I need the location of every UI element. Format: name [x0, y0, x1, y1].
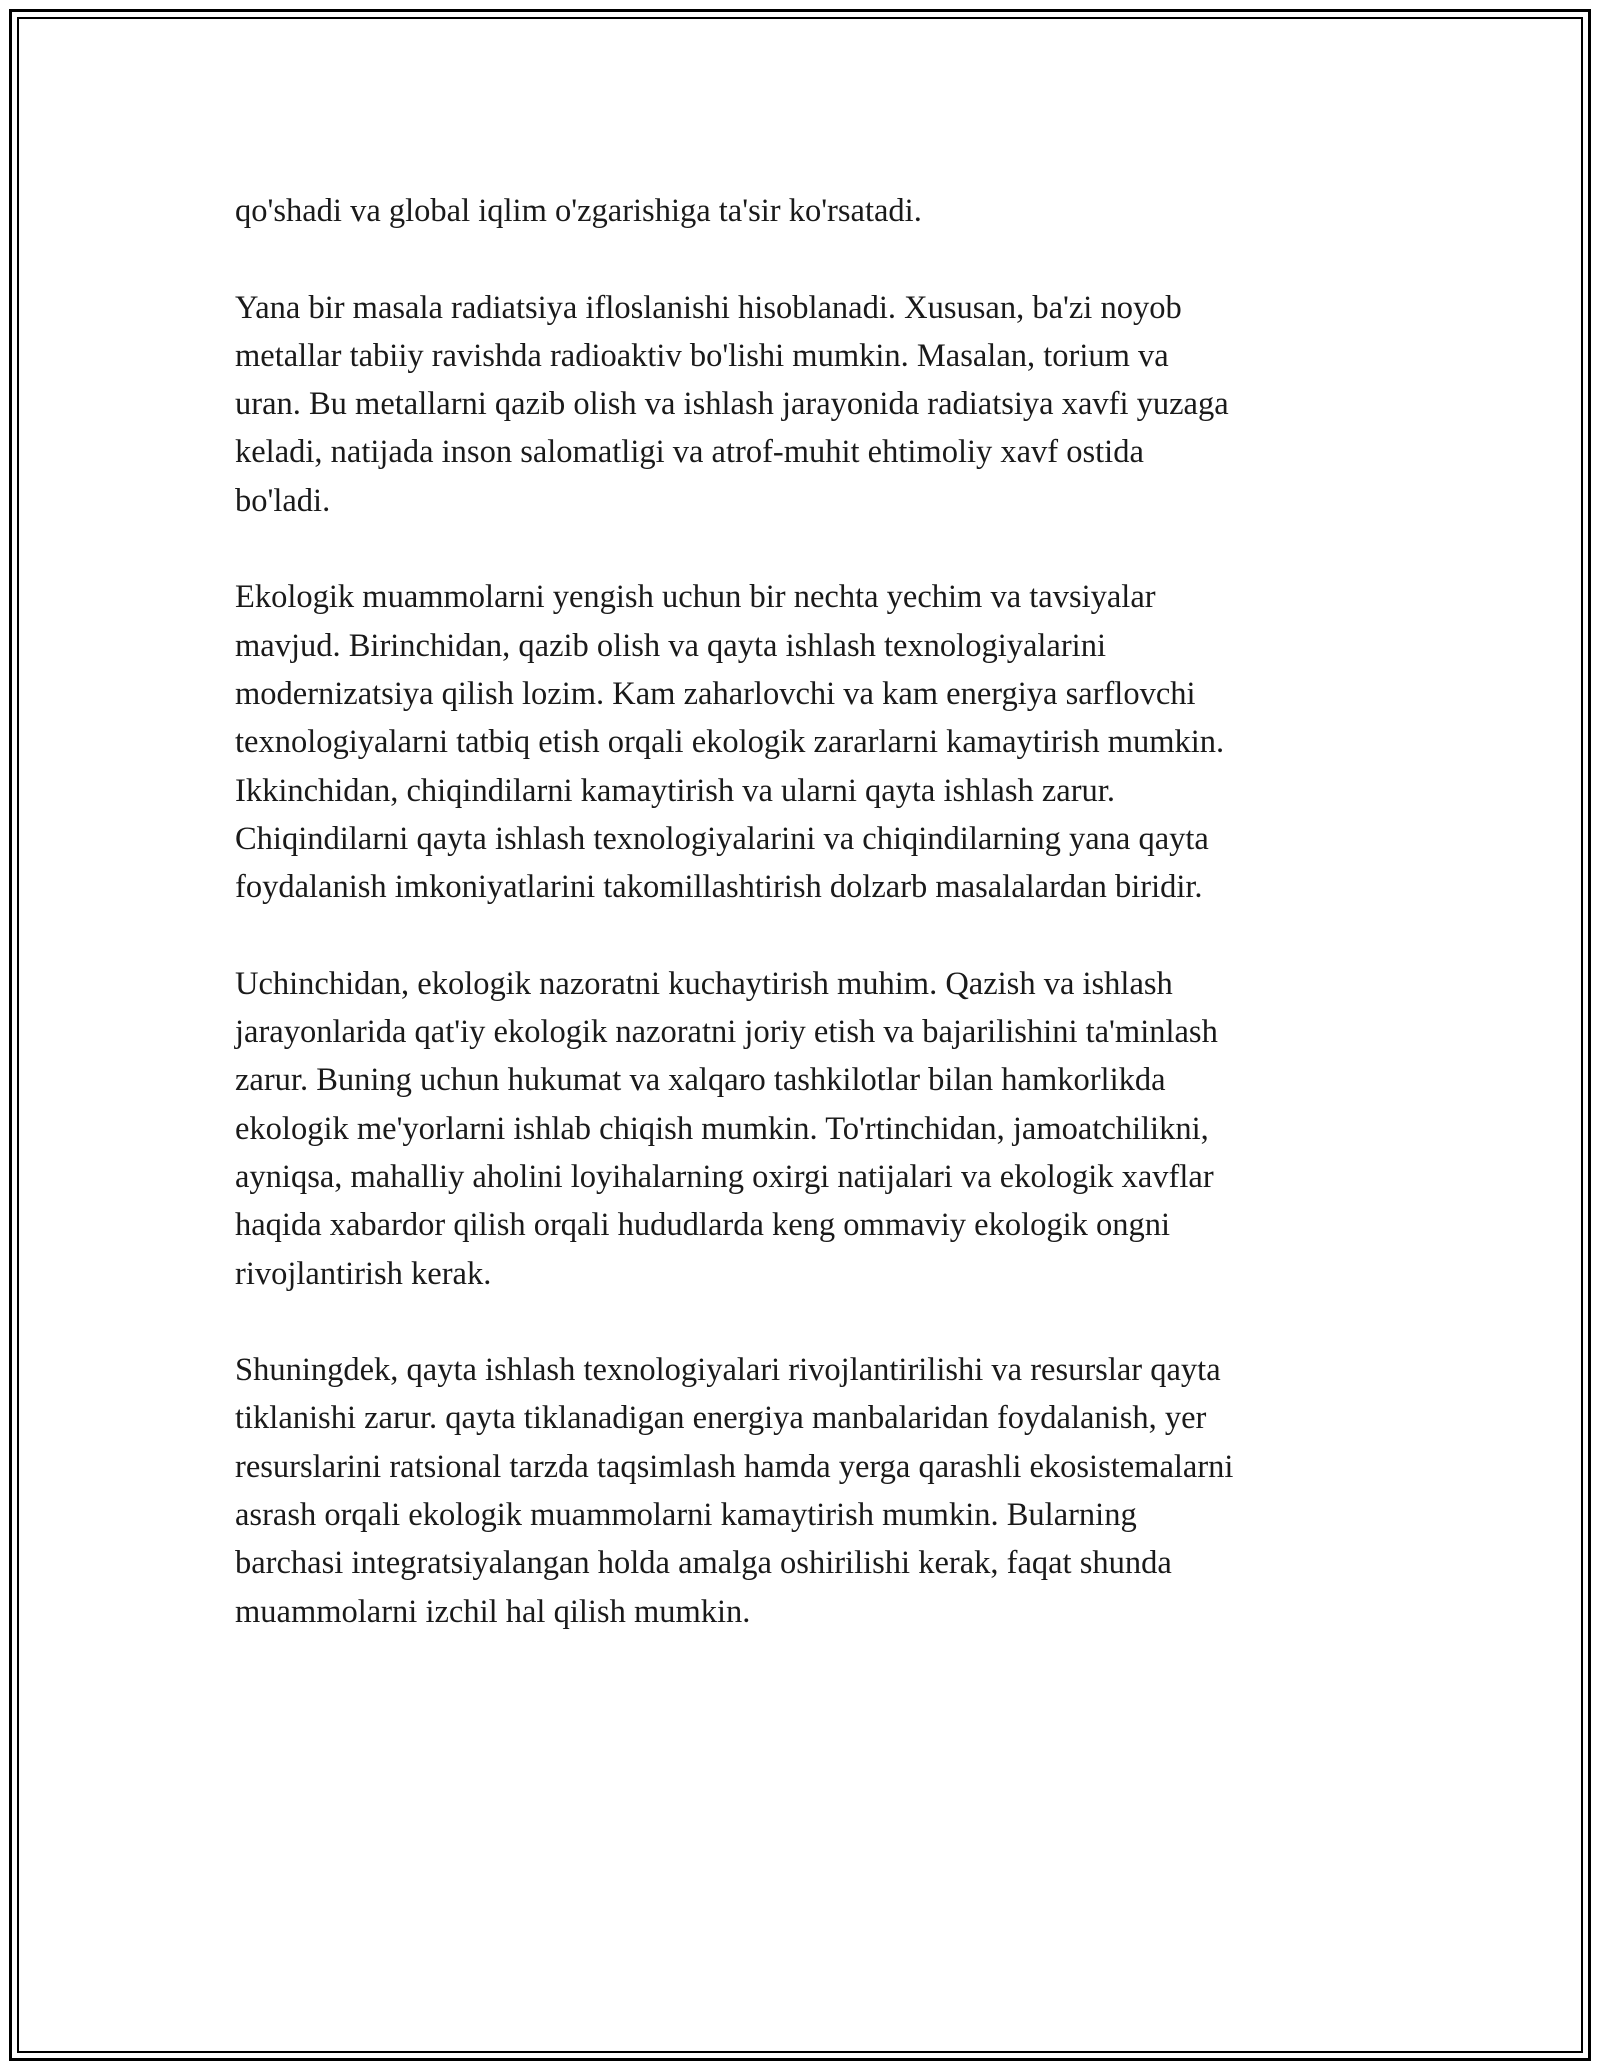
text-line: foydalanish imkoniyatlarini takomillashtirish dolzarb masalalardan biridir.: [235, 869, 1203, 906]
text-line: haqida xabardor qilish orqali hududlarda keng ommaviy ekologik ongni: [235, 1207, 1171, 1244]
text-line: mavjud. Birinchidan, qazib olish va qayta ishlash texnologiyalarini: [235, 627, 1106, 664]
paragraph-2: [235, 284, 1375, 525]
text-line: muammolarni izchil hal qilish mumkin.: [235, 1593, 751, 1630]
text-line: jarayonlarida qat'iy ekologik nazoratni joriy etish va bajarilishini ta'minlash: [235, 1014, 1218, 1051]
document-body: [235, 187, 1375, 1684]
text-line: metallar tabiiy ravishda radioaktiv bo'lishi mumkin. Masalan, torium va: [235, 337, 1169, 374]
text-line: keladi, natijada inson salomatligi va atrof-muhit ehtimoliy xavf ostida: [235, 434, 1144, 471]
paragraph-5: [235, 1346, 1375, 1636]
paragraph-4: [235, 960, 1375, 1298]
text-line: barchasi integratsiyalangan holda amalga oshirilishi kerak, faqat shunda: [235, 1545, 1172, 1582]
text-line: Shuningdek, qayta ishlash texnologiyalari rivojlantirilishi va resurslar qayta: [235, 1352, 1221, 1389]
text-line: Chiqindilarni qayta ishlash texnologiyalarini va chiqindilarning yana qayta: [235, 820, 1209, 857]
text-line: rivojlantirish kerak.: [235, 1255, 492, 1292]
text-line: qo'shadi va global iqlim o'zgarishiga ta'sir ko'rsatadi.: [235, 193, 922, 229]
paragraph-1: [235, 187, 1375, 235]
text-line: modernizatsiya qilish lozim. Kam zaharlovchi va kam energiya sarflovchi: [235, 675, 1196, 712]
paragraph-3: [235, 573, 1375, 911]
text-line: zarur. Buning uchun hukumat va xalqaro tashkilotlar bilan hamkorlikda: [235, 1062, 1166, 1099]
text-line: ayniqsa, mahalliy aholini loyihalarning oxirgi natijalari va ekologik xavflar: [235, 1158, 1214, 1195]
text-line: Uchinchidan, ekologik nazoratni kuchaytirish muhim. Qazish va ishlash: [235, 965, 1173, 1002]
text-line: texnologiyalarni tatbiq etish orqali ekologik zararlarni kamaytirish mumkin.: [235, 724, 1225, 761]
text-line: tiklanishi zarur. qayta tiklanadigan energiya manbalaridan foydalanish, yer: [235, 1400, 1207, 1437]
text-line: Yana bir masala radiatsiya ifloslanishi hisoblanadi. Xususan, ba'zi noyob: [235, 289, 1182, 326]
text-line: asrash orqali ekologik muammolarni kamaytirish mumkin. Bularning: [235, 1497, 1137, 1534]
text-line: resurslarini ratsional tarzda taqsimlash hamda yerga qarashli ekosistemalarni: [235, 1448, 1234, 1485]
text-line: ekologik me'yorlarni ishlab chiqish mumkin. To'rtinchidan, jamoatchilikni,: [235, 1110, 1209, 1147]
text-line: uran. Bu metallarni qazib olish va ishlash jarayonida radiatsiya xavfi yuzaga: [235, 386, 1229, 423]
text-line: Ikkinchidan, chiqindilarni kamaytirish va ularni qayta ishlash zarur.: [235, 772, 1115, 809]
text-line: Ekologik muammolarni yengish uchun bir nechta yechim va tavsiyalar: [235, 579, 1156, 616]
text-line: bo'ladi.: [235, 482, 331, 519]
